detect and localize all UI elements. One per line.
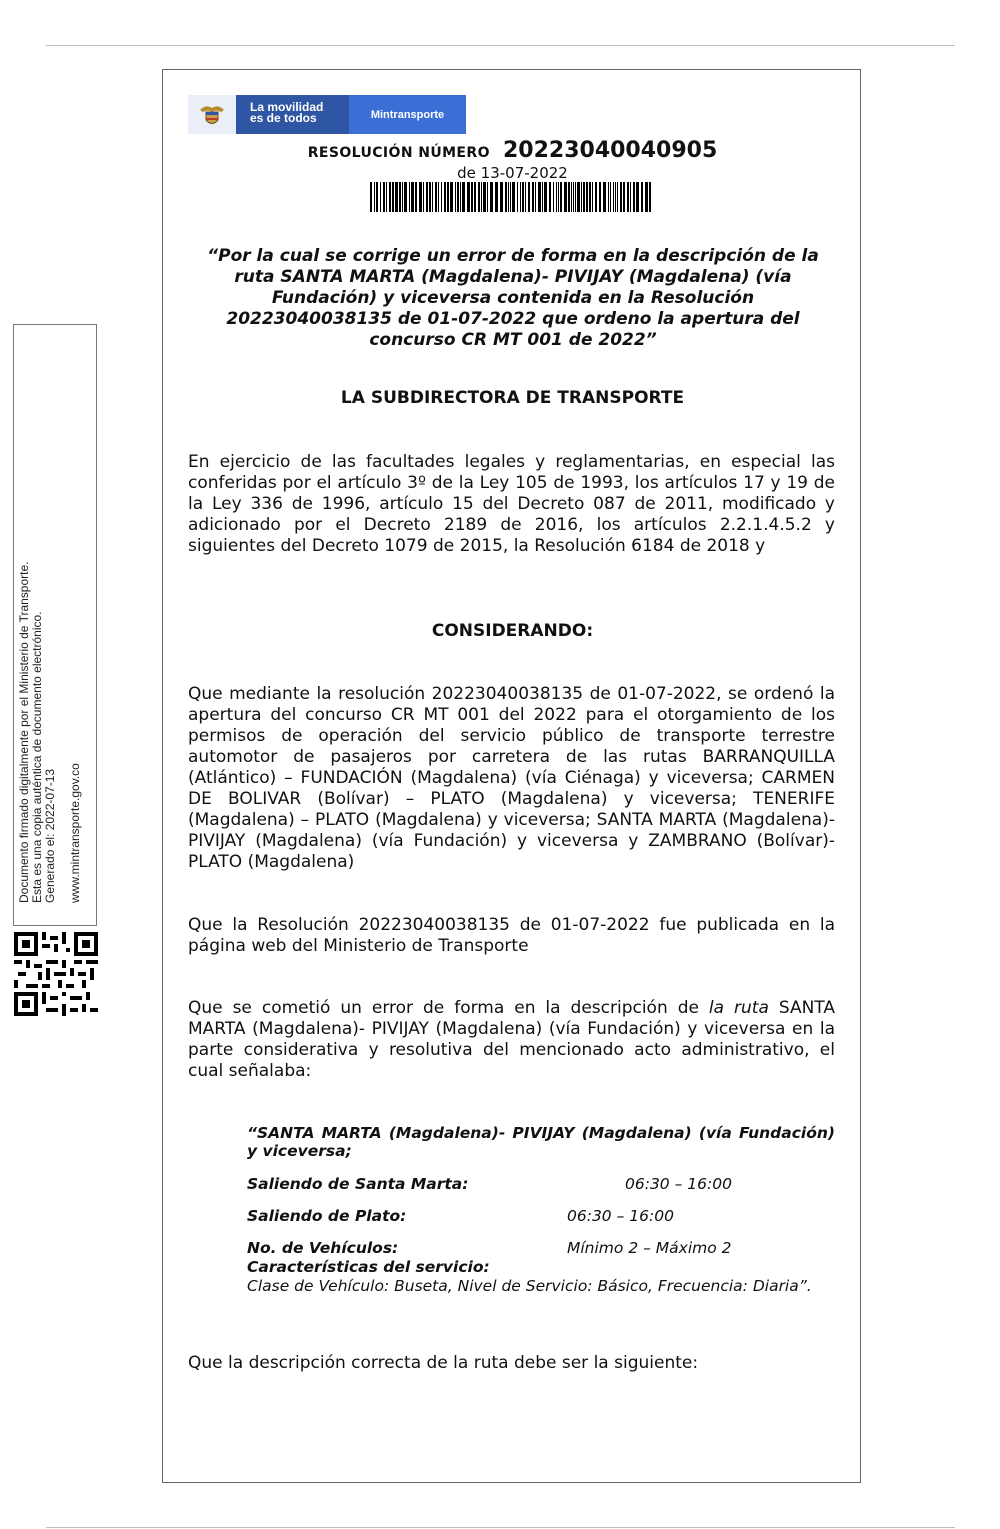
schedule-row-plato <box>247 1207 674 1225</box>
schedule-row-santa-marta <box>247 1175 732 1193</box>
correct-description-paragraph: Que la descripción correcta de la ruta debe ser la siguiente: <box>188 1353 699 1373</box>
coat-of-arms-icon <box>188 95 236 134</box>
schedule-label: Saliendo de Plato: <box>247 1207 407 1225</box>
considerando-paragraph-1: Que mediante la resolución 20223040038135 de 01-07-2022, se ordenó la apertura del concurso CR MT 001 del 2022 para el otorgamiento de los permisos de operación del servicio público de transporte terrestre automotor de pasajeros por carretera de las rutas BARRANQUILLA (Atlántico) – FUNDACIÓN (Magdalena) (vía Ciénaga) y viceversa; CARMEN DE BOLIVAR (Bolívar) – PLATO (Magdalena) y viceversa; TENERIFE (Magdalena) – PLATO (Magdalena) y viceversa; SANTA MARTA (Magdalena)- PIVIJAY (Magdalena) (vía Fundación) y viceversa y ZAMBRANO (Bolívar)- PLATO (Magdalena) <box>188 684 835 872</box>
stamp-line-1: Documento firmado digitalmente por el Ministerio de Transporte. <box>17 561 31 903</box>
mintransporte-logo <box>188 95 466 134</box>
top-rule <box>46 45 955 46</box>
legal-basis-paragraph: En ejercicio de las facultades legales y reglamentarias, en especial las conferidas por el artículo 3º de la Ley 105 de 1993, los artículos 17 y 19 de la Ley 336 de 1996, artículo 15 del Decreto 087 de 2011, modificado y adicionado por el Decreto 2189 de 2016, los artículos 2.2.1.4.5.2 y siguientes del Decreto 1079 de 2015, la Resolución 6184 de 2018 y <box>188 452 835 556</box>
considerando-paragraph-3 <box>188 998 835 1082</box>
stamp-line-2: Esta es una copia auténtica de documento electrónico. <box>30 611 44 903</box>
resolution-title: “Por la cual se corrige un error de forma en la descripción de la ruta SANTA MARTA (Magdalena)- PIVIJAY (Magdalena) (vía Fundación) y viceversa contenida en la Resolución 20223040038135 de 01-07-2022 que ordeno la apertura del concurso CR MT 001 de 2022” <box>207 246 819 350</box>
stamp-line-3: Generado el: 2022-07-13 <box>43 768 57 903</box>
resolution-number-line <box>163 138 862 163</box>
digital-signature-stamp <box>13 324 97 926</box>
logo-tagline-line1: La movilidad <box>250 100 324 114</box>
resolution-label: RESOLUCIÓN NÚMERO <box>307 145 490 161</box>
para3-text-italic: la ruta <box>708 998 769 1018</box>
barcode-icon <box>370 182 653 212</box>
considerando-paragraph-2: Que la Resolución 20223040038135 de 01-07-2022 fue publicada en la página web del Ministerio de Transporte <box>188 915 835 956</box>
logo-tagline-line2: es de todos <box>250 111 317 125</box>
resolution-date: de 13-07-2022 <box>457 164 568 182</box>
schedule-value: 06:30 – 16:00 <box>567 1207 674 1225</box>
quoted-route-title: “SANTA MARTA (Magdalena)- PIVIJAY (Magdalena) (vía Fundación) y viceversa; <box>247 1124 835 1160</box>
vehicles-row <box>247 1239 732 1257</box>
resolution-page <box>162 69 861 1483</box>
considerando-heading: CONSIDERANDO: <box>431 621 594 641</box>
service-characteristics-description: Clase de Vehículo: Buseta, Nivel de Servicio: Básico, Frecuencia: Diaria”. <box>247 1277 812 1295</box>
para3-text-after: SANTA MARTA (Magdalena)- PIVIJAY (Magdalena) (vía Fundación) y viceversa en la parte considerativa y resolutiva del mencionado acto administrativo, el cual señalaba: <box>188 998 835 1081</box>
schedule-label: Saliendo de Santa Marta: <box>247 1175 469 1193</box>
bottom-rule <box>46 1527 955 1528</box>
qr-code-icon <box>14 932 98 1016</box>
stamp-website: www.mintransporte.gov.co <box>68 763 82 903</box>
schedule-value: 06:30 – 16:00 <box>625 1175 732 1193</box>
resolution-number: 20223040040905 <box>502 138 718 163</box>
issuing-authority: LA SUBDIRECTORA DE TRANSPORTE <box>340 388 685 408</box>
vehicles-label: No. de Vehículos: <box>247 1239 399 1257</box>
logo-brand: Mintransporte <box>349 95 466 134</box>
para3-text-before: Que se cometió un error de forma en la descripción de <box>188 998 709 1018</box>
logo-tagline <box>236 95 349 134</box>
service-characteristics-label: Características del servicio: <box>247 1258 490 1276</box>
vehicles-value: Mínimo 2 – Máximo 2 <box>567 1239 732 1257</box>
